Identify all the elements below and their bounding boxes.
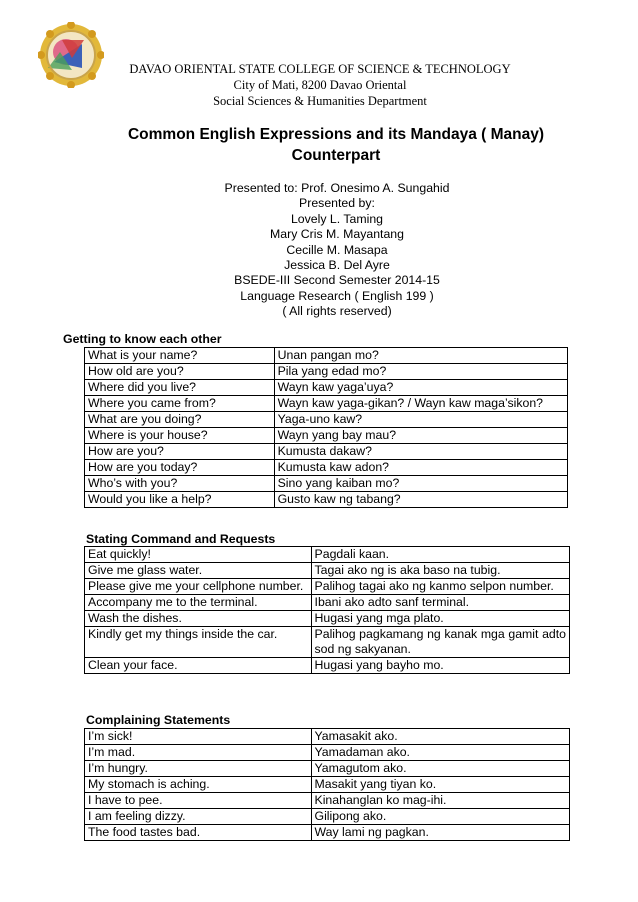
table-row: [85, 412, 568, 428]
english-expression: Where you came from?: [85, 396, 275, 412]
table-row: [85, 348, 568, 364]
mandaya-translation: Yamadaman ako.: [311, 745, 570, 761]
section-title: Stating Command and Requests: [86, 532, 276, 546]
subject-info: Language Research ( English 199 ): [240, 288, 434, 303]
table-row: [85, 492, 568, 508]
institution-address: City of Mati, 8200 Davao Oriental: [233, 78, 407, 92]
english-expression: What is your name?: [85, 348, 275, 364]
english-expression: How are you?: [85, 444, 275, 460]
english-expression: I have to pee.: [85, 793, 312, 809]
section-title: Getting to know each other: [63, 332, 222, 346]
section-title: Complaining Statements: [86, 713, 231, 727]
english-expression: Eat quickly!: [85, 547, 312, 563]
table-row: [85, 547, 570, 563]
document-title: [96, 124, 576, 166]
table-row: [85, 396, 568, 412]
english-expression: Clean your face.: [85, 658, 312, 674]
mandaya-translation: Pagdali kaan.: [311, 547, 569, 563]
english-expression: How old are you?: [85, 364, 275, 380]
mandaya-translation: Way lami ng pagkan.: [311, 825, 570, 841]
table-row: [85, 745, 570, 761]
english-expression: Where did you live?: [85, 380, 275, 396]
mandaya-translation: Yamasakit ako.: [311, 729, 570, 745]
english-expression: I’m hungry.: [85, 761, 312, 777]
presenter-name: Cecille M. Masapa: [286, 242, 388, 257]
presentation-block: [150, 181, 524, 320]
table-row: [85, 825, 570, 841]
table-row: [85, 563, 570, 579]
table-row: [85, 627, 570, 658]
table-row: [85, 793, 570, 809]
table-row: [85, 777, 570, 793]
table-row: [85, 809, 570, 825]
expressions-table: [84, 728, 570, 841]
presenter-name: Mary Cris M. Mayantang: [270, 227, 404, 242]
english-expression: I am feeling dizzy.: [85, 809, 312, 825]
mandaya-translation: Kinahanglan ko mag-ihi.: [311, 793, 570, 809]
mandaya-translation: Unan pangan mo?: [274, 348, 567, 364]
mandaya-translation: Palihog pagkamang ng kanak mga gamit adto sod ng sakyanan.: [311, 627, 569, 658]
mandaya-translation: Gusto kaw ng tabang?: [274, 492, 567, 508]
table-row: [85, 476, 568, 492]
english-expression: What are you doing?: [85, 412, 275, 428]
english-expression: Accompany me to the terminal.: [85, 595, 312, 611]
mandaya-translation: Kumusta kaw adon?: [274, 460, 567, 476]
mandaya-translation: Ibani ako adto sanf terminal.: [311, 595, 569, 611]
mandaya-translation: Sino yang kaiban mo?: [274, 476, 567, 492]
table-row: [85, 611, 570, 627]
table-row: [85, 380, 568, 396]
department-name: Social Sciences & Humanities Department: [213, 94, 427, 108]
english-expression: Where is your house?: [85, 428, 275, 444]
english-expression: Kindly get my things inside the car.: [85, 627, 312, 658]
presenter-name: Lovely L. Taming: [290, 211, 384, 226]
english-expression: The food tastes bad.: [85, 825, 312, 841]
table-row: [85, 658, 570, 674]
english-expression: Would you like a help?: [85, 492, 275, 508]
presenter-name: Jessica B. Del Ayre: [284, 258, 390, 273]
english-expression: My stomach is aching.: [85, 777, 312, 793]
mandaya-translation: Gilipong ako.: [311, 809, 570, 825]
institution-name: DAVAO ORIENTAL STATE COLLEGE OF SCIENCE & TECHNOLOGY: [129, 62, 511, 76]
mandaya-translation: Hugasi yang mga plato.: [311, 611, 569, 627]
mandaya-translation: Yamagutom ako.: [311, 761, 570, 777]
table-row: [85, 444, 568, 460]
course-info: BSEDE-III Second Semester 2014-15: [234, 273, 440, 288]
table-row: [85, 729, 570, 745]
expressions-table: [84, 347, 568, 508]
table-row: [85, 460, 568, 476]
college-seal-logo: [38, 22, 104, 88]
table-row: [85, 428, 568, 444]
table-row: [85, 595, 570, 611]
english-expression: I’m sick!: [85, 729, 312, 745]
rights-notice: ( All rights reserved): [282, 304, 392, 319]
english-expression: Who’s with you?: [85, 476, 275, 492]
mandaya-translation: Hugasi yang bayho mo.: [311, 658, 569, 674]
english-expression: How are you today?: [85, 460, 275, 476]
mandaya-translation: Tagai ako ng is aka baso na tubig.: [311, 563, 569, 579]
mandaya-translation: Yaga-uno kaw?: [274, 412, 567, 428]
mandaya-translation: Masakit yang tiyan ko.: [311, 777, 570, 793]
mandaya-translation: Wayn yang bay mau?: [274, 428, 567, 444]
expressions-table: [84, 546, 570, 674]
title-line-2: Counterpart: [291, 147, 381, 164]
table-row: [85, 761, 570, 777]
english-expression: Give me glass water.: [85, 563, 312, 579]
mandaya-translation: Wayn kaw yaga’uya?: [274, 380, 567, 396]
english-expression: Please give me your cellphone number.: [85, 579, 312, 595]
mandaya-translation: Kumusta dakaw?: [274, 444, 567, 460]
institution-header: [100, 61, 540, 109]
mandaya-translation: Wayn kaw yaga-gikan? / Wayn kaw maga’sikon?: [274, 396, 567, 412]
table-row: [85, 364, 568, 380]
title-line-1: Common English Expressions and its Mandaya ( Manay): [127, 126, 544, 143]
mandaya-translation: Palihog tagai ako ng kanmo selpon number.: [311, 579, 569, 595]
english-expression: I’m mad.: [85, 745, 312, 761]
english-expression: Wash the dishes.: [85, 611, 312, 627]
presented-by-label: Presented by:: [299, 196, 375, 211]
presented-to: Presented to: Prof. Onesimo A. Sungahid: [224, 181, 450, 195]
mandaya-translation: Pila yang edad mo?: [274, 364, 567, 380]
table-row: [85, 579, 570, 595]
